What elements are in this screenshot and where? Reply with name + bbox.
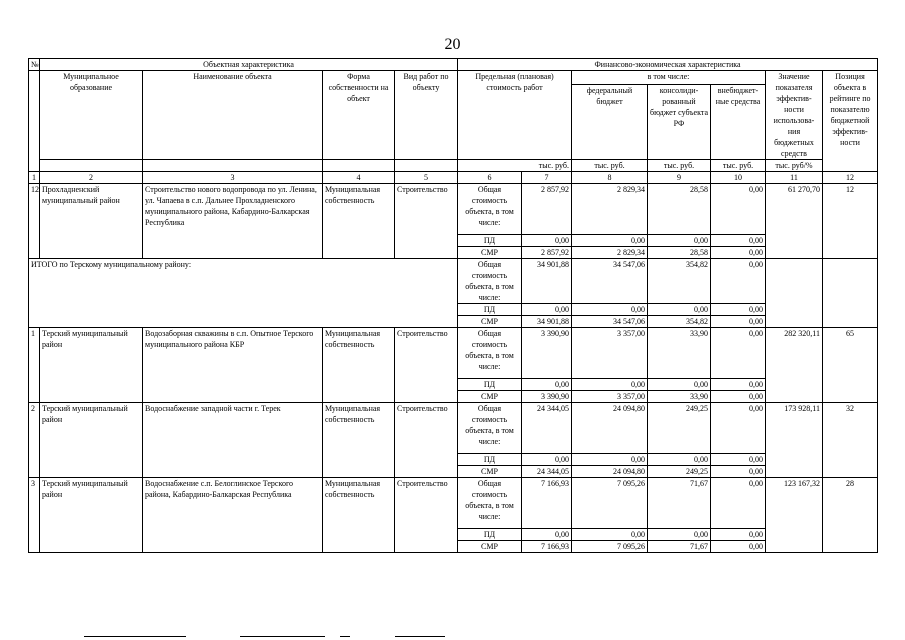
smr-value: 33,90 (648, 391, 711, 403)
column-number: 9 (648, 172, 711, 184)
work-type-header: Вид работ по объекту (395, 71, 458, 160)
pd-label: ПД (458, 304, 522, 316)
smr-value: 7 095,26 (572, 541, 648, 553)
pd-value: 0,00 (648, 235, 711, 247)
total-cost-label: Общая стоимость объекта, в том числе: (458, 184, 522, 235)
pd-value: 0,00 (572, 529, 648, 541)
total-cost-value: 249,25 (648, 403, 711, 454)
ownership-header: Форма собственности на объект (323, 71, 395, 160)
total-cost-value: 3 357,00 (572, 328, 648, 379)
smr-value: 24 344,05 (522, 466, 572, 478)
column-number: 10 (711, 172, 766, 184)
rating-position: 65 (823, 328, 878, 403)
total-cost-value: 2 857,92 (522, 184, 572, 235)
column-number: 11 (766, 172, 823, 184)
total-cost-value: 34 547,06 (572, 259, 648, 304)
consolidated-header: консолиди-рованный бюджет субъекта РФ (648, 85, 711, 160)
total-cost-label: Общая стоимость объекта, в том числе: (458, 403, 522, 454)
total-cost-value: 354,82 (648, 259, 711, 304)
smr-value: 0,00 (711, 247, 766, 259)
total-cost-value: 24 344,05 (522, 403, 572, 454)
work-type: Строительство (395, 478, 458, 553)
footer-rule (240, 636, 325, 637)
smr-label: СМР (458, 541, 522, 553)
smr-value: 3 390,90 (522, 391, 572, 403)
pd-value: 0,00 (572, 235, 648, 247)
pd-label: ПД (458, 379, 522, 391)
pd-value: 0,00 (522, 235, 572, 247)
smr-value: 7 166,93 (522, 541, 572, 553)
row-number: 1 (29, 328, 40, 403)
total-cost-value: 0,00 (711, 403, 766, 454)
smr-value: 2 857,92 (522, 247, 572, 259)
object-name: Строительство нового водопровода по ул. Ленина, ул. Чапаева в с.п. Дальнее Прохладненского муниципального района, Кабардино-Балкарская Республика (143, 184, 323, 259)
ownership-form: Муниципальная собственность (323, 328, 395, 403)
financial-characteristics-header: Финансово-экономическая характеристика (458, 59, 878, 71)
pd-value: 0,00 (711, 454, 766, 466)
municipal-name: Терский муниципальный район (40, 403, 143, 478)
object-name: Водоснабжение западной части г. Терек (143, 403, 323, 478)
column-number: 3 (143, 172, 323, 184)
smr-value: 0,00 (711, 541, 766, 553)
total-cost-value: 0,00 (711, 328, 766, 379)
pd-value: 0,00 (522, 379, 572, 391)
unit-col10: тыс. руб. (711, 160, 766, 172)
pd-value: 0,00 (648, 304, 711, 316)
total-cost-value: 7 095,26 (572, 478, 648, 529)
cost-header: Предельная (плановая) стоимость работ (458, 71, 572, 160)
smr-value: 34 547,06 (572, 316, 648, 328)
pd-value: 0,00 (648, 379, 711, 391)
work-type: Строительство (395, 184, 458, 259)
total-cost-value: 0,00 (711, 478, 766, 529)
unit-col9: тыс. руб. (648, 160, 711, 172)
total-cost-value: 24 094,80 (572, 403, 648, 454)
unit-col8: тыс. руб. (572, 160, 648, 172)
page-number: 20 (444, 36, 461, 53)
object-name: Водоснабжение с.п. Белоглинское Терского района, Кабардино-Балкарская Республика (143, 478, 323, 553)
column-number: 12 (823, 172, 878, 184)
object-name-header: Наименование объекта (143, 71, 323, 160)
pd-value: 0,00 (711, 304, 766, 316)
position-header: Позиция объекта в рейтинге по показателю бюджетной эффектив-ности (823, 71, 878, 172)
municipal-header: Муниципальное образование (40, 71, 143, 160)
total-cost-label: Общая стоимость объекта, в том числе: (458, 259, 522, 304)
smr-value: 0,00 (711, 466, 766, 478)
pd-value: 0,00 (572, 379, 648, 391)
column-number: 2 (40, 172, 143, 184)
total-label: ИТОГО по Терскому муниципальному району: (29, 259, 458, 328)
pd-value: 0,00 (648, 454, 711, 466)
smr-value: 71,67 (648, 541, 711, 553)
row-number: 2 (29, 403, 40, 478)
smr-label: СМР (458, 247, 522, 259)
pd-value: 0,00 (522, 304, 572, 316)
including-header: в том числе: (572, 71, 766, 85)
smr-value: 24 094,80 (572, 466, 648, 478)
total-cost-value: 3 390,90 (522, 328, 572, 379)
object-row (29, 478, 878, 529)
smr-value: 3 357,00 (572, 391, 648, 403)
smr-value: 0,00 (711, 391, 766, 403)
work-type: Строительство (395, 328, 458, 403)
object-characteristics-header: Объектная характеристика (40, 59, 458, 71)
pd-value: 0,00 (711, 529, 766, 541)
total-cost-value: 7 166,93 (522, 478, 572, 529)
smr-value: 0,00 (711, 316, 766, 328)
ownership-form: Муниципальная собственность (323, 184, 395, 259)
efficiency-indicator: 282 320,11 (766, 328, 823, 403)
total-cost-value: 71,67 (648, 478, 711, 529)
pd-value: 0,00 (522, 454, 572, 466)
column-number: 6 (458, 172, 522, 184)
total-cost-value: 0,00 (711, 259, 766, 304)
rating-position: 32 (823, 403, 878, 478)
municipal-name: Прохладненский муниципальный район (40, 184, 143, 259)
pd-value: 0,00 (711, 235, 766, 247)
total-cost-label: Общая стоимость объекта, в том числе: (458, 328, 522, 379)
ownership-form: Муниципальная собственность (323, 478, 395, 553)
footer-rule (395, 636, 445, 637)
num-header: № (29, 59, 40, 71)
empty-cell (823, 259, 878, 328)
rating-position: 28 (823, 478, 878, 553)
object-name: Водозаборная скважины в с.п. Опытное Терского муниципального района КБР (143, 328, 323, 403)
investment-table (28, 58, 878, 553)
total-cost-label: Общая стоимость объекта, в том числе: (458, 478, 522, 529)
extrabudget-header: внебюджет-ные средства (711, 85, 766, 160)
pd-label: ПД (458, 454, 522, 466)
pd-value: 0,00 (711, 379, 766, 391)
object-row (29, 403, 878, 454)
pd-value: 0,00 (572, 454, 648, 466)
footer-rule (340, 636, 350, 637)
empty-cell (766, 259, 823, 328)
smr-label: СМР (458, 316, 522, 328)
efficiency-indicator: 173 928,11 (766, 403, 823, 478)
smr-value: 28,58 (648, 247, 711, 259)
column-number: 5 (395, 172, 458, 184)
row-number: 3 (29, 478, 40, 553)
smr-value: 34 901,88 (522, 316, 572, 328)
column-number: 7 (522, 172, 572, 184)
pd-value: 0,00 (522, 529, 572, 541)
smr-value: 249,25 (648, 466, 711, 478)
pd-label: ПД (458, 235, 522, 247)
pd-value: 0,00 (648, 529, 711, 541)
smr-value: 2 829,34 (572, 247, 648, 259)
footer-rule (84, 636, 186, 637)
efficiency-indicator: 123 167,32 (766, 478, 823, 553)
smr-value: 354,82 (648, 316, 711, 328)
column-number: 4 (323, 172, 395, 184)
rating-position: 12 (823, 184, 878, 259)
column-number: 1 (29, 172, 40, 184)
total-cost-value: 33,90 (648, 328, 711, 379)
total-cost-value: 2 829,34 (572, 184, 648, 235)
row-number: 12 (29, 184, 40, 259)
pd-value: 0,00 (572, 304, 648, 316)
object-row (29, 184, 878, 235)
pd-label: ПД (458, 529, 522, 541)
smr-label: СМР (458, 466, 522, 478)
total-cost-value: 34 901,88 (522, 259, 572, 304)
unit-cost: тыс. руб. (458, 160, 572, 172)
total-row (29, 259, 878, 304)
total-cost-value: 0,00 (711, 184, 766, 235)
object-row (29, 328, 878, 379)
municipal-name: Терский муниципальный район (40, 478, 143, 553)
total-cost-value: 28,58 (648, 184, 711, 235)
work-type: Строительство (395, 403, 458, 478)
smr-label: СМР (458, 391, 522, 403)
indicator-header: Значение показателя эффектив-ности использова-ния бюджетных средств (766, 71, 823, 160)
municipal-name: Терский муниципальный район (40, 328, 143, 403)
efficiency-indicator: 61 270,70 (766, 184, 823, 259)
ownership-form: Муниципальная собственность (323, 403, 395, 478)
column-number: 8 (572, 172, 648, 184)
unit-col11: тыс. руб/% (766, 160, 823, 172)
federal-header: федеральный бюджет (572, 85, 648, 160)
